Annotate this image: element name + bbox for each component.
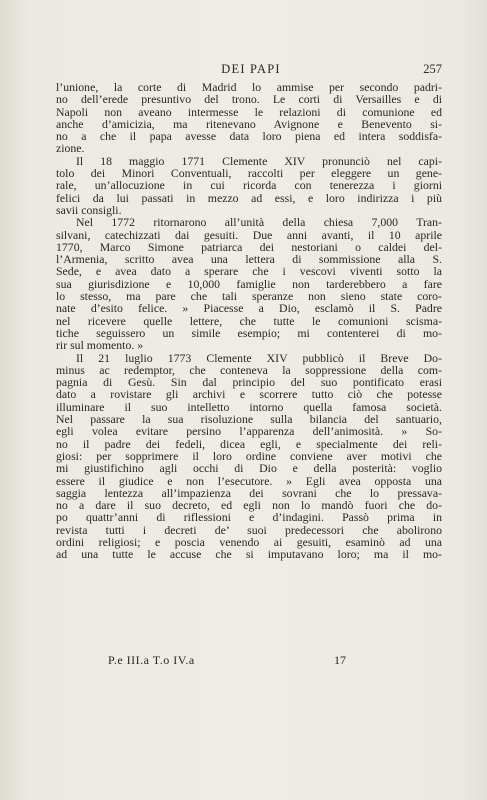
text-line: nate d’esito felice. » Piacesse a Dio, esclamò il S. Padre	[56, 301, 442, 316]
text-line: no a dare il suo decreto, ed egli non lo mandò fuori che do-	[56, 498, 442, 513]
running-head: DEI PAPI	[221, 62, 281, 76]
text-line: Nel passare la sua risoluzione sulla bilancia del santuario,	[56, 412, 442, 427]
text-line: minus ac redemptor, che conteneva la soppressione della com-	[56, 362, 442, 377]
text-line: l’Armenia, scritto avea una lettera di sommissione alla S.	[56, 252, 442, 267]
text-line: no il padre dei fedeli, dicea egli, e specialmente dei reli-	[56, 436, 442, 451]
text-line: silvani, catechizzati dai gesuiti. Due anni avanti, il 10 aprile	[56, 227, 442, 242]
text-line: dato a rovistare gli archivi e scorrere tutto ciò che potesse	[56, 387, 442, 402]
text-line: Il 18 maggio 1771 Clemente XIV pronunciò nel capi-	[76, 153, 442, 168]
text-line: po quattr’anni di riflessioni e d’indagini. Passò prima in	[56, 510, 442, 525]
text-line: tiche seguissero un simile esempio; mi contenterei di mo-	[56, 325, 442, 340]
page-header	[56, 62, 446, 78]
text-line: felici da lui passati in mezzo ad essi, e loro indirizza i più	[56, 190, 442, 205]
page-number: 257	[423, 62, 442, 76]
text-line: l’unione, la corte di Madrid lo ammise per secondo padri-	[56, 80, 442, 94]
text-line: ad una tutte le accuse che si imputavano loro; ma il mo-	[56, 547, 442, 562]
text-line: tolo dei Minori Conventuali, raccolti per eleggere un gene-	[56, 166, 442, 181]
text-line: no a che il papa avesse data loro piena ed intera soddisfa-	[56, 129, 442, 144]
text-line: zione.	[56, 141, 85, 156]
text-line: Sede, e avea dato a sperare che i vescovi viventi sotto la	[56, 264, 442, 279]
text-line: giosi: per sopprimere il loro ordine conviene aver motivi che	[56, 448, 442, 463]
text-line: egli volea evitare persino l’apparenza dell’animosità. » So-	[56, 424, 442, 439]
text-line: mi giustifichino agli occhi di Dio e della posterità: voglio	[56, 461, 442, 476]
signature-mark: P.e III.a T.o IV.a	[108, 653, 195, 667]
text-line: essere il giudice e non l’esecutore. » Egli avea opposta una	[56, 473, 442, 488]
text-line: savii consigli.	[56, 202, 122, 217]
text-line: Nel 1772 ritornarono all’unità della chiesa 7,000 Tran-	[76, 215, 442, 230]
text-line: pagnia di Gesù. Sin dal principio del suo pontificato erasi	[56, 375, 442, 390]
text-line: rir sul momento. »	[56, 338, 144, 353]
text-line: nel ricevere quelle lettere, che tutte le comunioni scisma-	[56, 313, 442, 328]
text-line: rale, un’allocuzione in cui ricorda con tenerezza i giorni	[56, 178, 442, 193]
page-footer	[56, 653, 442, 669]
sheet-number: 17	[334, 653, 346, 667]
text-line: no dell’erede presuntivo del trono. Le corti di Versailles e di	[56, 92, 442, 107]
text-line: Il 21 luglio 1773 Clemente XIV pubblicò il Breve Do-	[76, 350, 442, 365]
text-line: ordini religiosi; e poscia venendo ai gesuiti, esaminò ad una	[56, 534, 442, 549]
text-line: Napoli non aveano intermesse le relazioni di comunione ed	[56, 104, 442, 119]
body-text	[56, 81, 442, 561]
text-line: sua giurisdizione e 10,000 famiglie non tarderebbero a fare	[56, 276, 442, 291]
text-line: revista tutti i decreti de’ suoi predecessori che abolirono	[56, 522, 442, 537]
text-line: lo stesso, ma pare che tali speranze non sieno state coro-	[56, 289, 442, 304]
text-line: 1770, Marco Simone patriarca dei nestoriani o caldei del-	[56, 239, 442, 254]
text-line: illuminare il suo intelletto intorno quella famosa società.	[56, 399, 442, 414]
text-line: saggia lentezza all’impazienza dei sovrani che lo pressava-	[56, 485, 442, 500]
text-line: anche d’amicizia, ma ritenevano Avignone e Benevento si-	[56, 116, 442, 131]
